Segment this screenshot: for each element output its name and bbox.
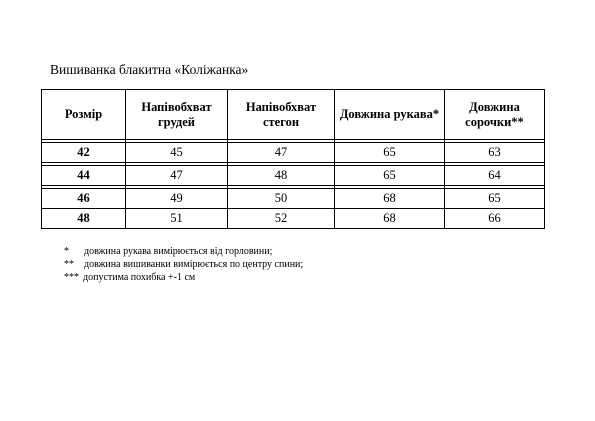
table-row (42, 166, 545, 186)
column-header-hips: Напівобхват стегон (228, 90, 335, 140)
footnote-shirt-length (64, 258, 303, 271)
chest-cell: 49 (126, 189, 228, 209)
column-header-size: Розмір (42, 90, 126, 140)
footnote-tolerance (64, 271, 303, 284)
product-title: Вишиванка блакитна «Коліжанка» (50, 62, 249, 77)
column-header-sleeve-length: Довжина рукава* (335, 90, 445, 140)
footnote-mark: *** (64, 272, 79, 283)
footnote-sleeve (64, 245, 303, 258)
footnote-text: довжина рукава вимірюється від горловини; (84, 246, 273, 257)
chest-cell: 45 (126, 143, 228, 163)
footnotes (64, 245, 303, 284)
size-cell: 48 (42, 209, 126, 229)
hips-cell: 47 (228, 143, 335, 163)
footnote-text: довжина вишиванки вимірюється по центру спини; (84, 259, 304, 270)
table-header-row (42, 90, 545, 140)
shirt-length-cell: 66 (445, 209, 545, 229)
shirt-length-cell: 64 (445, 166, 545, 186)
chest-cell: 47 (126, 166, 228, 186)
hips-cell: 52 (228, 209, 335, 229)
shirt-length-cell: 63 (445, 143, 545, 163)
sleeve-length-cell: 65 (335, 143, 445, 163)
sleeve-length-cell: 68 (335, 189, 445, 209)
footnote-text: допустима похибка +-1 см (83, 272, 196, 283)
column-header-chest: Напівобхват грудей (126, 90, 228, 140)
table-row (42, 143, 545, 163)
size-cell: 46 (42, 189, 126, 209)
hips-cell: 50 (228, 189, 335, 209)
table-row (42, 189, 545, 209)
size-cell: 42 (42, 143, 126, 163)
column-header-shirt-length: Довжина сорочки** (445, 90, 545, 140)
size-table (41, 89, 545, 229)
hips-cell: 48 (228, 166, 335, 186)
footnote-mark: ** (64, 259, 74, 270)
size-cell: 44 (42, 166, 126, 186)
table-row (42, 209, 545, 229)
shirt-length-cell: 65 (445, 189, 545, 209)
sleeve-length-cell: 65 (335, 166, 445, 186)
footnote-mark: * (64, 246, 69, 257)
chest-cell: 51 (126, 209, 228, 229)
sleeve-length-cell: 68 (335, 209, 445, 229)
